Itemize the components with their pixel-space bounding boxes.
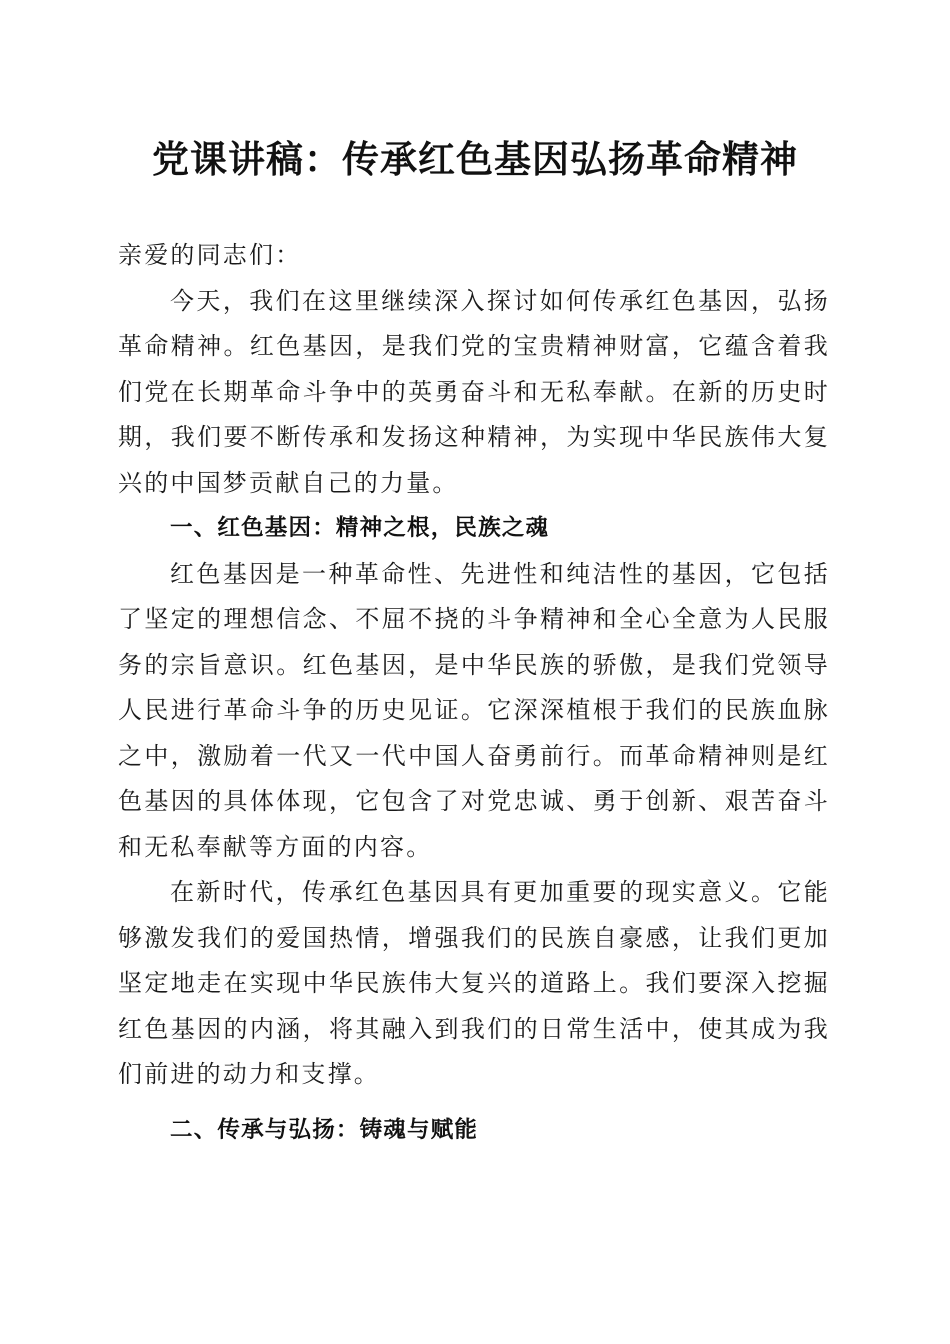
section-heading: 二、传承与弘扬：铸魂与赋能 [170,1116,479,1143]
section-heading: 一、红色基因：精神之根，民族之魂 [170,515,550,541]
paragraph: 在新时代，传承红色基因具有更加重要的现实意义。它能够激发我们的爱国热情，增强我们的民族自豪感，让我们更加坚定地走在实现中华民族伟大复兴的道路上。我们要深入挖掘红色基因的内涵，将其融入到我们的日常生活中，使其成为我们前进的动力和支撑。 [118,878,830,1088]
document-body [118,233,830,1153]
document-title: 党课讲稿：传承红色基因弘扬革命精神 [152,137,798,181]
paragraph: 红色基因是一种革命性、先进性和纯洁性的基因，它包括了坚定的理想信念、不屈不挠的斗争精神和全心全意为人民服务的宗旨意识。红色基因，是中华民族的骄傲，是我们党领导人民进行革命斗争的历史见证。它深深植根于我们的民族血脉之中，激励着一代又一代中国人奋勇前行。而革命精神则是红色基因的具体体现，它包含了对党忠诚、勇于创新、艰苦奋斗和无私奉献等方面的内容。 [118,559,830,861]
salutation: 亲爱的同志们： [118,241,302,269]
paragraph: 今天，我们在这里继续深入探讨如何传承红色基因，弘扬革命精神。红色基因，是我们党的宝贵精神财富，它蕴含着我们党在长期革命斗争中的英勇奋斗和无私奉献。在新的历史时期，我们要不断传承和发扬这种精神，为实现中华民族伟大复兴的中国梦贡献自己的力量。 [118,286,830,497]
